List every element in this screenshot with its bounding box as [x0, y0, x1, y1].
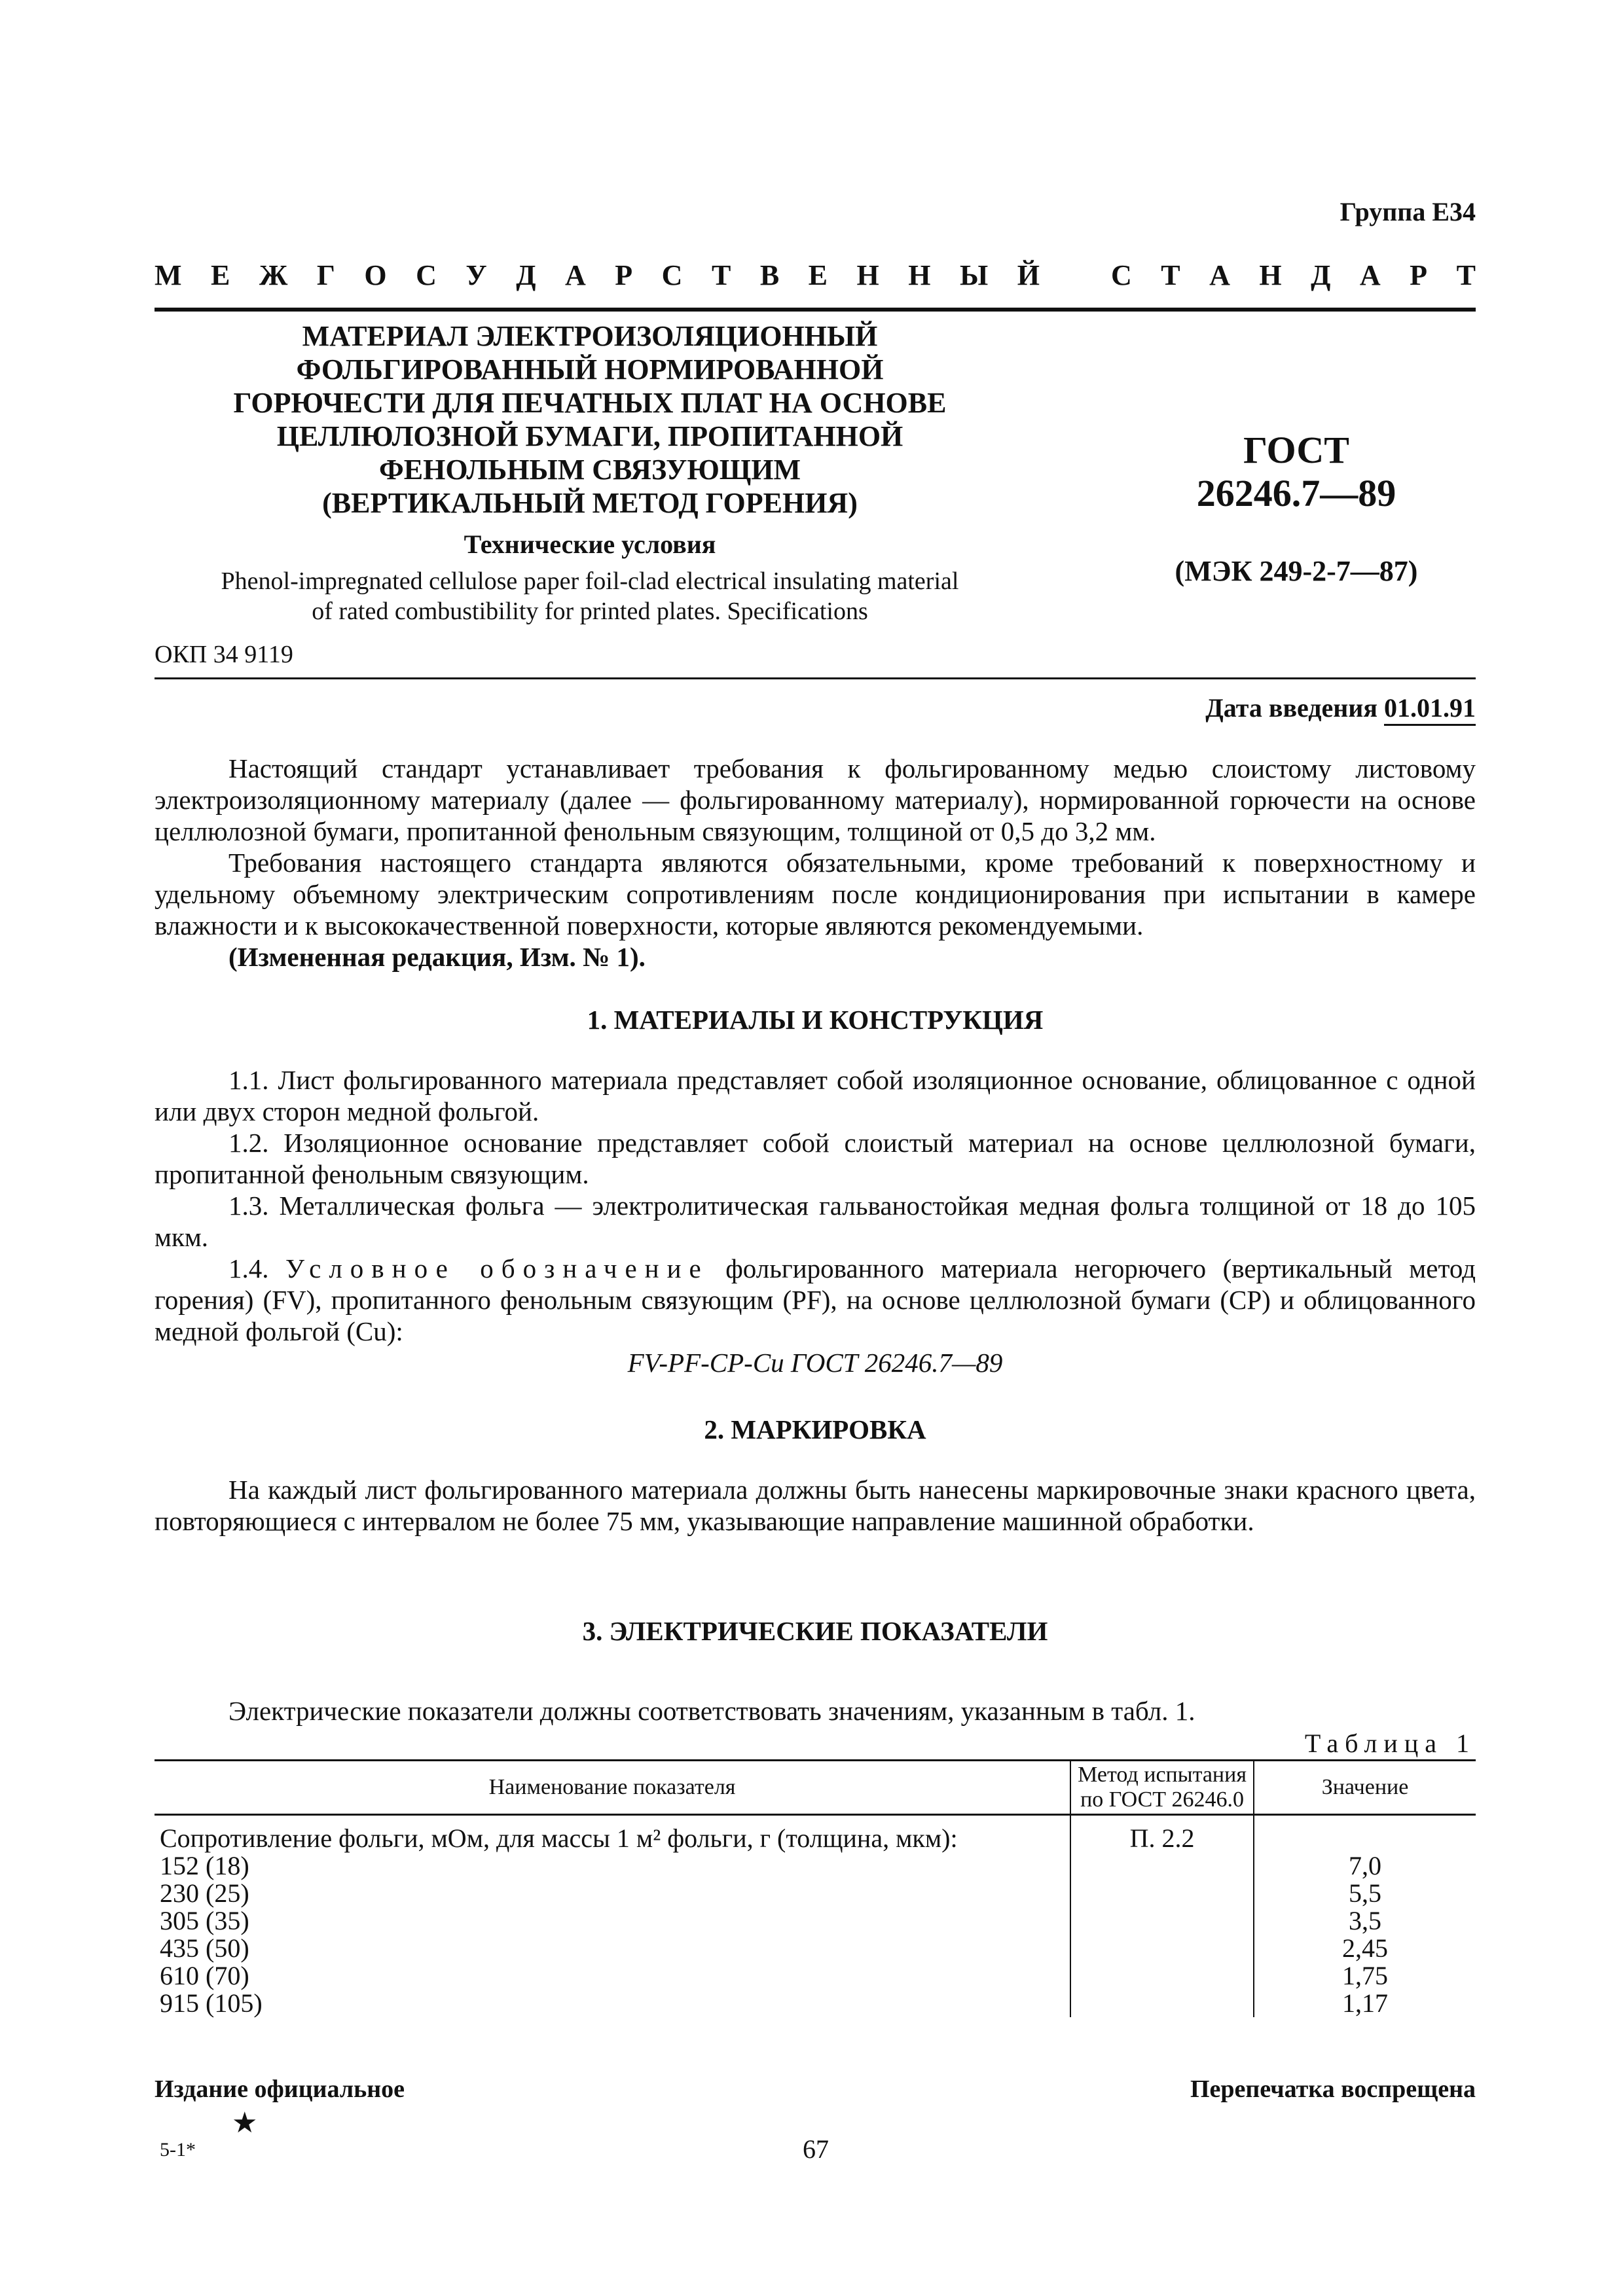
- banner-letter: Н: [1259, 259, 1282, 291]
- banner-letter: Т: [711, 259, 731, 291]
- banner-letter: Р: [1410, 259, 1428, 291]
- title-line: (ВЕРТИКАЛЬНЫЙ МЕТОД ГОРЕНИЯ): [322, 487, 858, 519]
- clause-paragraph: [155, 1253, 1476, 1347]
- reprint-prohibited-note: Перепечатка воспрещена: [1190, 2075, 1476, 2103]
- banner-letter: С: [416, 259, 437, 291]
- title-line: ЦЕЛЛЮЛОЗНОЙ БУМАГИ, ПРОПИТАННОЙ: [276, 420, 903, 452]
- amendment-note: (Измененная редакция, Изм. № 1).: [228, 942, 646, 972]
- banner-letter: А: [1359, 259, 1381, 291]
- subrow-value: 3,5: [1349, 1906, 1382, 1935]
- banner-letter: Т: [1456, 259, 1476, 291]
- english-title-line: Phenol-impregnated cellulose paper foil-clad electrical insulating material: [221, 567, 959, 595]
- subrow-label: 610 (70): [155, 1962, 1070, 1990]
- okp-rule: [155, 677, 1476, 679]
- title-line: ГОРЮЧЕСТИ ДЛЯ ПЕЧАТНЫХ ПЛАТ НА ОСНОВЕ: [233, 387, 947, 419]
- subtitle: Технические условия: [464, 529, 716, 559]
- clause-paragraph: 1.3. Металлическая фольга — электролитическая гальваностойкая медная фольга толщиной от 18 до 105 мкм.: [155, 1191, 1476, 1252]
- table-row: [155, 1852, 1476, 1880]
- gost-number: 26246.7—89: [1196, 472, 1396, 514]
- banner-letter: С: [661, 259, 683, 291]
- column-header: Метод испытания по ГОСТ 26246.0: [1070, 1761, 1254, 1815]
- clause-text: фольгированного материала негорючего (вертикальный метод горения) (FV), пропитанного фенольным связующим (PF), на основе целлюлозной бумаги (CP) и облицованного медной фольгой (Cu):: [155, 1253, 1476, 1346]
- table-row: [155, 1815, 1476, 1853]
- banner-letter: Г: [316, 259, 335, 291]
- title-line: МАТЕРИАЛ ЭЛЕКТРОИЗОЛЯЦИОННЫЙ: [302, 320, 878, 352]
- banner-letter: Е: [808, 259, 828, 291]
- column-header: Наименование показателя: [155, 1761, 1070, 1815]
- banner-letter: Д: [1311, 259, 1331, 291]
- subrow-value: 7,0: [1349, 1851, 1382, 1880]
- banner-letter: Д: [516, 259, 536, 291]
- intro-paragraph: Настоящий стандарт устанавливает требования к фольгированному медью слоистому листовому электроизоляционному материалу (далее — фольгированному материалу), нормированной горючести на основе целлюлозной бумаги, пропитанной фенольным связующим, толщиной от 0,5 до 3,2 мм.: [155, 753, 1476, 846]
- table-header-row: [155, 1761, 1476, 1815]
- subrow-method: [1070, 1935, 1254, 1962]
- subrow-label: 915 (105): [155, 1990, 1070, 2017]
- banner-letter: У: [465, 259, 487, 291]
- subrow-method: [1070, 1880, 1254, 1907]
- subrow-method: [1070, 1852, 1254, 1880]
- banner-letter: Р: [615, 259, 633, 291]
- page-number: 67: [803, 2134, 829, 2164]
- column-header: Значение: [1321, 1775, 1409, 1799]
- banner-letter: Н: [856, 259, 879, 291]
- row-name: Сопротивление фольги, мОм, для массы 1 м² фольги, г (толщина, мкм):: [155, 1815, 1070, 1853]
- group-code: Группа Е34: [1340, 197, 1476, 226]
- banner-letter: Ы: [960, 259, 989, 291]
- banner-letter: В: [759, 259, 780, 291]
- subrow-method: [1070, 1962, 1254, 1990]
- clause-paragraph: На каждый лист фольгированного материала должны быть нанесены маркировочные знаки красного цвета, повторяющиеся с интервалом не более 75 мм, указывающие направление машинной обработки.: [155, 1475, 1476, 1536]
- banner-letter: Т: [1161, 259, 1180, 291]
- banner-letter: М: [155, 259, 182, 291]
- document-page: [155, 0, 1476, 2296]
- banner-letter: Ж: [259, 259, 288, 291]
- row-method: П. 2.2: [1070, 1815, 1254, 1853]
- subrow-method: [1070, 1990, 1254, 2017]
- subrow-method: [1070, 1907, 1254, 1935]
- banner-letter: С: [1110, 259, 1132, 291]
- subrow-value: 2,45: [1342, 1933, 1389, 1963]
- banner-letter: А: [565, 259, 586, 291]
- clause-number: 1.4.: [228, 1253, 269, 1283]
- subrow-value: 5,5: [1349, 1878, 1382, 1908]
- subrow-label: 435 (50): [155, 1935, 1070, 1962]
- title-line: ФОЛЬГИРОВАННЫЙ НОРМИРОВАННОЙ: [296, 353, 884, 386]
- subrow-label: 230 (25): [155, 1880, 1070, 1907]
- official-edition-note: Издание официальное: [155, 2075, 405, 2103]
- english-title-line: of rated combustibility for printed plates. Specifications: [312, 598, 868, 625]
- section-heading: 3. ЭЛЕКТРИЧЕСКИЕ ПОКАЗАТЕЛИ: [582, 1616, 1048, 1646]
- english-title: [155, 566, 1025, 626]
- gost-label: ГОСТ: [1243, 429, 1349, 471]
- iec-reference: (МЭК 249-2-7—87): [1175, 555, 1418, 587]
- table-row: [155, 1935, 1476, 1962]
- subrow-value: 1,75: [1342, 1961, 1389, 1990]
- introduction-date: [1205, 692, 1476, 723]
- designation-formula: FV-PF-CP-Cu ГОСТ 26246.7—89: [627, 1348, 1003, 1378]
- title-block: [155, 319, 1025, 626]
- subrow-value: 1,17: [1342, 1988, 1389, 2018]
- banner-letter: Е: [211, 259, 230, 291]
- section-heading: 1. МАТЕРИАЛЫ И КОНСТРУКЦИЯ: [587, 1005, 1044, 1035]
- title-line: ФЕНОЛЬНЫМ СВЯЗУЮЩИМ: [379, 454, 801, 486]
- table-row: [155, 1907, 1476, 1935]
- spaced-term: Условное обозначение: [285, 1253, 709, 1283]
- print-code: 5-1*: [160, 2139, 196, 2161]
- banner-letter: Й: [1017, 259, 1040, 291]
- table-row: [155, 1962, 1476, 1990]
- table-row: [155, 1990, 1476, 2017]
- intro-paragraph: Требования настоящего стандарта являются обязательными, кроме требований к поверхностному и удельному объемному электрическим сопротивлениям после кондиционирования при испытании в камере влажности и к высококачественной поверхности, которые являются рекомендуемыми.: [155, 848, 1476, 941]
- gost-designation: [1117, 429, 1476, 588]
- interstate-standard-banner: [155, 259, 1476, 292]
- banner-letter: Н: [908, 259, 931, 291]
- banner-letter: А: [1209, 259, 1230, 291]
- banner-letter: О: [364, 259, 387, 291]
- okp-code: ОКП 34 9119: [155, 641, 293, 668]
- clause-paragraph: 1.1. Лист фольгированного материала представляет собой изоляционное основание, облицованное с одной или двух сторон медной фольгой.: [155, 1065, 1476, 1126]
- date-value: 01.01.91: [1384, 693, 1476, 726]
- banner-gap: [1068, 259, 1082, 292]
- clause-paragraph: Электрические показатели должны соответствовать значениям, указанным в табл. 1.: [228, 1696, 1195, 1726]
- subrow-label: 152 (18): [155, 1852, 1070, 1880]
- table-row: [155, 1880, 1476, 1907]
- date-label: Дата введения: [1205, 693, 1377, 723]
- clause-paragraph: 1.2. Изоляционное основание представляет собой слоистый материал на основе целлюлозной бумаги, пропитанной фенольным связующим.: [155, 1128, 1476, 1189]
- row-value: [1254, 1815, 1476, 1853]
- header-rule: [155, 308, 1476, 312]
- section-heading: 2. МАРКИРОВКА: [704, 1414, 926, 1444]
- subrow-label: 305 (35): [155, 1907, 1070, 1935]
- electrical-parameters-table: [155, 1759, 1476, 2017]
- table-caption: Таблица 1: [1304, 1729, 1476, 1758]
- star-icon: ★: [232, 2107, 258, 2139]
